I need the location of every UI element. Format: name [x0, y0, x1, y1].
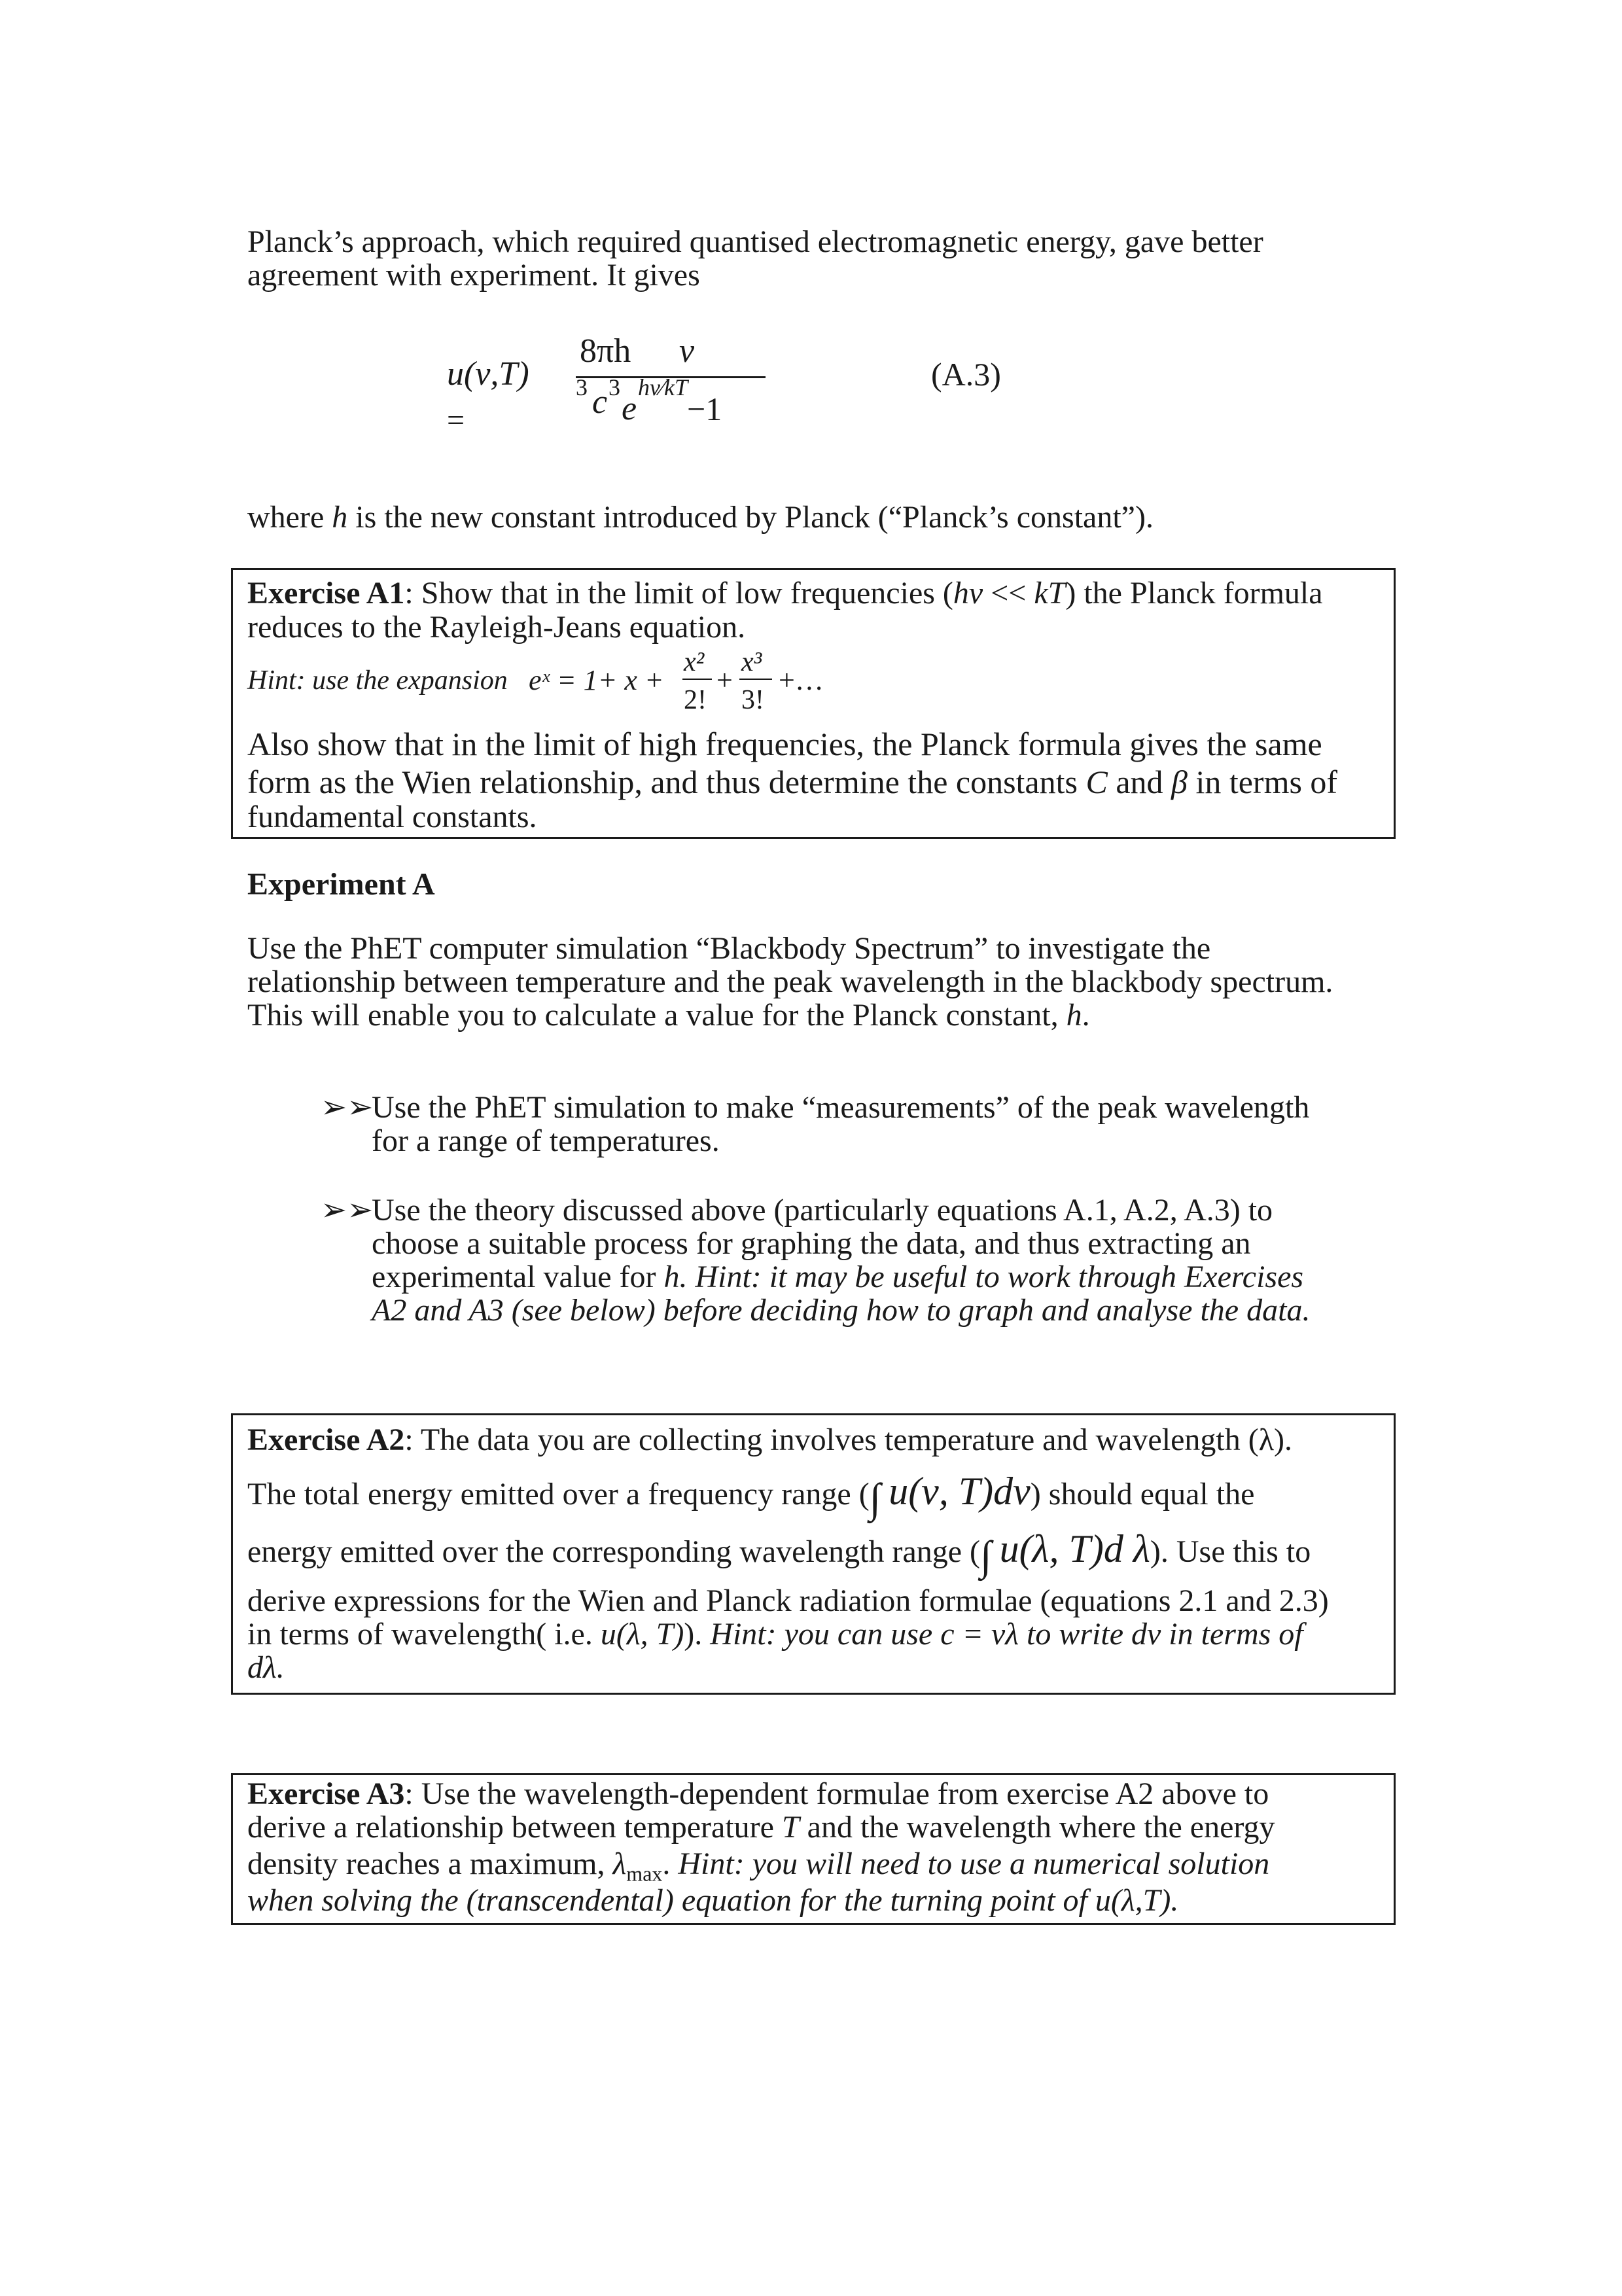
- eq-den-nu-exp: 3: [576, 374, 588, 400]
- hint-x-cubed: x³: [741, 647, 762, 677]
- eq-equals: =: [447, 403, 465, 438]
- hint-plus: +: [716, 664, 733, 696]
- hint-expression: eˣ = 1+ x +: [529, 664, 664, 696]
- eq-den-e-exp: hν⁄kT: [638, 374, 688, 400]
- bullet-2-line-4: A2 and A3 (see below) before deciding how to graph and analyse the data.: [372, 1293, 1311, 1328]
- hint-den-3: 3!: [741, 685, 764, 715]
- exercise-a1-line-1: Exercise A1: Show that in the limit of low frequencies (hν << kT) the Planck formula: [247, 576, 1323, 610]
- bullet-2-line-2: choose a suitable process for graphing the data, and thus extracting an: [372, 1226, 1251, 1261]
- exercise-a2-line-5: in terms of wavelength( i.e. u(λ, T)). Hint: you can use c = νλ to write dν in terms of: [247, 1617, 1303, 1651]
- eq-den-c: c: [592, 383, 608, 421]
- exercise-a2-line-2: The total energy emitted over a frequency range (∫ u(ν, T)dν) should equal the: [247, 1470, 1255, 1521]
- intro-line-2: agreement with experiment. It gives: [247, 258, 700, 292]
- experiment-a-para-3: This will enable you to calculate a value for the Planck constant, h.: [247, 998, 1090, 1033]
- exercise-a3-line-2: derive a relationship between temperature T and the wavelength where the energy: [247, 1810, 1275, 1845]
- bullet-1-line-2: for a range of temperatures.: [372, 1123, 720, 1158]
- exercise-a3-line-4: when solving the (transcendental) equation for the turning point of u(λ,T).: [247, 1883, 1179, 1918]
- eq-label: (A.3): [931, 356, 1001, 393]
- exercise-a2-line-4: derive expressions for the Wien and Planck radiation formulae (equations 2.1 and 2.3): [247, 1583, 1329, 1618]
- eq-numerator-right: ν: [679, 332, 695, 370]
- exercise-a3-line-3: density reaches a maximum, $\lambda_{max}$. Hint: you will need to use a numerical solution: [247, 1846, 1270, 1886]
- experiment-a-para-2: relationship between temperature and the peak wavelength in the blackbody spectrum.: [247, 964, 1333, 999]
- exercise-a1-line-4: form as the Wien relationship, and thus determine the constants C and β in terms of: [247, 764, 1338, 800]
- exercise-a2-line-3: energy emitted over the corresponding wavelength range (∫ u(λ, T)d λ). Use this to: [247, 1527, 1311, 1579]
- bullet-arrow-icon: ➢➢: [321, 1193, 374, 1227]
- experiment-a-heading: Experiment A: [247, 867, 435, 902]
- hint-label: Hint: use the expansion: [247, 665, 508, 696]
- hint-den-2: 2!: [684, 685, 707, 715]
- eq-den-e: e: [622, 390, 637, 427]
- bullet-1-line-1: ➢➢Use the PhET simulation to make “measurements” of the peak wavelength: [321, 1090, 1310, 1125]
- hint-x-squared: x²: [684, 647, 705, 677]
- exercise-a1-line-3: Also show that in the limit of high frequencies, the Planck formula gives the same: [247, 726, 1322, 762]
- bullet-2-line-3: experimental value for h. Hint: it may be useful to work through Exercises: [372, 1260, 1304, 1294]
- exercise-a2-line-6: dλ.: [247, 1650, 285, 1685]
- exercise-a3-line-1: Exercise A3: Use the wavelength-dependent formulae from exercise A2 above to: [247, 1776, 1269, 1811]
- exercise-a1-line-2: reduces to the Rayleigh-Jeans equation.: [247, 610, 746, 645]
- eq-lhs: u(ν,T): [447, 355, 529, 393]
- bullet-2-line-1: ➢➢Use the theory discussed above (particularly equations A.1, A.2, A.3) to: [321, 1193, 1273, 1227]
- intro-line-1: Planck’s approach, which required quantised electromagnetic energy, gave better: [247, 224, 1263, 259]
- eq-den-minus: −1: [687, 391, 722, 427]
- hint-tail: +…: [779, 664, 824, 696]
- eq-den-c-exp: 3: [608, 374, 620, 400]
- eq-numerator-left: 8πh: [580, 332, 631, 370]
- exercise-a1-line-5: fundamental constants.: [247, 800, 537, 834]
- bullet-arrow-icon: ➢➢: [321, 1090, 374, 1125]
- exercise-a2-line-1: Exercise A2: The data you are collecting involves temperature and wavelength (λ).: [247, 1422, 1292, 1457]
- hint-frac-bar-2: [739, 679, 772, 680]
- experiment-a-para-1: Use the PhET computer simulation “Blackbody Spectrum” to investigate the: [247, 931, 1211, 966]
- hint-frac-bar-1: [682, 679, 712, 680]
- where-line: where h is the new constant introduced by Planck (“Planck’s constant”).: [247, 500, 1154, 535]
